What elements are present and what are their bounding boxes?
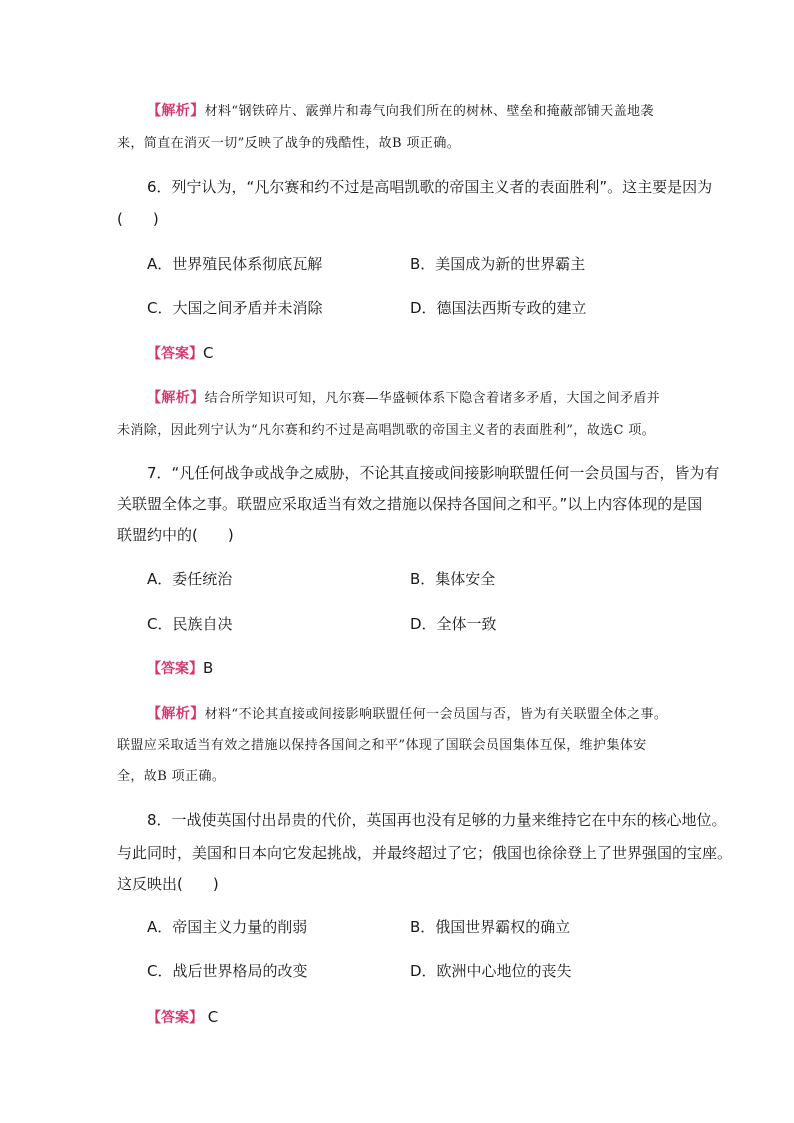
analysis-7-line-1 — [147, 704, 667, 725]
question-6-option-d: D．德国法西斯专政的建立 — [410, 299, 587, 317]
analysis-tag: 【解析】 — [147, 390, 205, 406]
answer-value: B — [203, 659, 214, 677]
question-8-line-1: 8．一战使英国付出昂贵的代价，英国再也没有足够的力量来维持它在中东的核心地位。 — [147, 811, 727, 829]
analysis-tag: 【解析】 — [147, 103, 205, 119]
answer-tag: 【答案】 — [147, 346, 203, 362]
question-7-option-a: A．委任统治 — [147, 570, 233, 588]
question-6-option-b: B．美国成为新的世界霸主 — [410, 255, 586, 273]
question-6-line-1: 6．列宁认为，“凡尔赛和约不过是高唱凯歌的帝国主义者的表面胜利”。这主要是因为 — [147, 178, 713, 196]
question-7-option-b: B．集体安全 — [410, 570, 496, 588]
question-7-option-c: C．民族自决 — [147, 615, 233, 633]
question-6-answer — [147, 343, 213, 364]
question-8-option-c: C．战后世界格局的改变 — [147, 962, 308, 980]
analysis-5-line-2: 来，简直在消灭一切”反映了战争的残酷性，故B 项正确。 — [117, 136, 461, 151]
question-7-line-2: 关联盟全体之事。联盟应采取适当有效之措施以保持各国间之和平。”以上内容体现的是国 — [117, 495, 703, 513]
question-6-line-2: ( ) — [117, 210, 159, 228]
question-8-option-b: B．俄国世界霸权的确立 — [410, 918, 571, 936]
question-8-answer — [147, 1007, 218, 1028]
question-7-answer — [147, 658, 213, 679]
question-7-line-1: 7．“凡任何战争或战争之威胁，不论其直接或间接影响联盟任何一会员国与否，皆为有 — [147, 464, 720, 482]
answer-value: C — [207, 1008, 219, 1026]
analysis-text: 材料“钢铁碎片、霰弹片和毒气向我们所在的树林、壁垒和掩蔽部铺天盖地袭 — [204, 104, 654, 119]
answer-tag: 【答案】 — [147, 1010, 203, 1026]
question-8-option-d: D．欧洲中心地位的丧失 — [410, 962, 572, 980]
question-8-option-a: A．帝国主义力量的削弱 — [147, 918, 308, 936]
answer-tag: 【答案】 — [147, 661, 203, 677]
analysis-6-line-2: 未消除，因此列宁认为“凡尔赛和约不过是高唱凯歌的帝国主义者的表面胜利”，故选C 项。 — [117, 423, 656, 438]
analysis-text: 结合所学知识可知，凡尔赛—华盛顿体系下隐含着诸多矛盾，大国之间矛盾并 — [204, 391, 661, 406]
question-8-line-3: 这反映出( ) — [117, 875, 219, 893]
analysis-7-line-2: 联盟应采取适当有效之措施以保持各国间之和平”体现了国联会员国集体互保，维护集体安 — [117, 738, 647, 753]
analysis-6-line-1 — [147, 388, 660, 409]
analysis-5-line-1 — [147, 101, 654, 122]
question-6-option-a: A．世界殖民体系彻底瓦解 — [147, 255, 323, 273]
analysis-text: 材料“不论其直接或间接影响联盟任何一会员国与否，皆为有关联盟全体之事。 — [204, 707, 668, 722]
question-7-line-3: 联盟约中的( ) — [117, 526, 234, 544]
question-8-line-2: 与此同时，美国和日本向它发起挑战，并最终超过了它；俄国也徐徐登上了世界强国的宝座。 — [117, 844, 733, 862]
analysis-7-line-3: 全，故B 项正确。 — [117, 769, 226, 784]
analysis-tag: 【解析】 — [147, 706, 205, 722]
answer-value: C — [203, 344, 214, 362]
question-6-option-c: C．大国之间矛盾并未消除 — [147, 299, 323, 317]
question-7-option-d: D．全体一致 — [410, 615, 497, 633]
